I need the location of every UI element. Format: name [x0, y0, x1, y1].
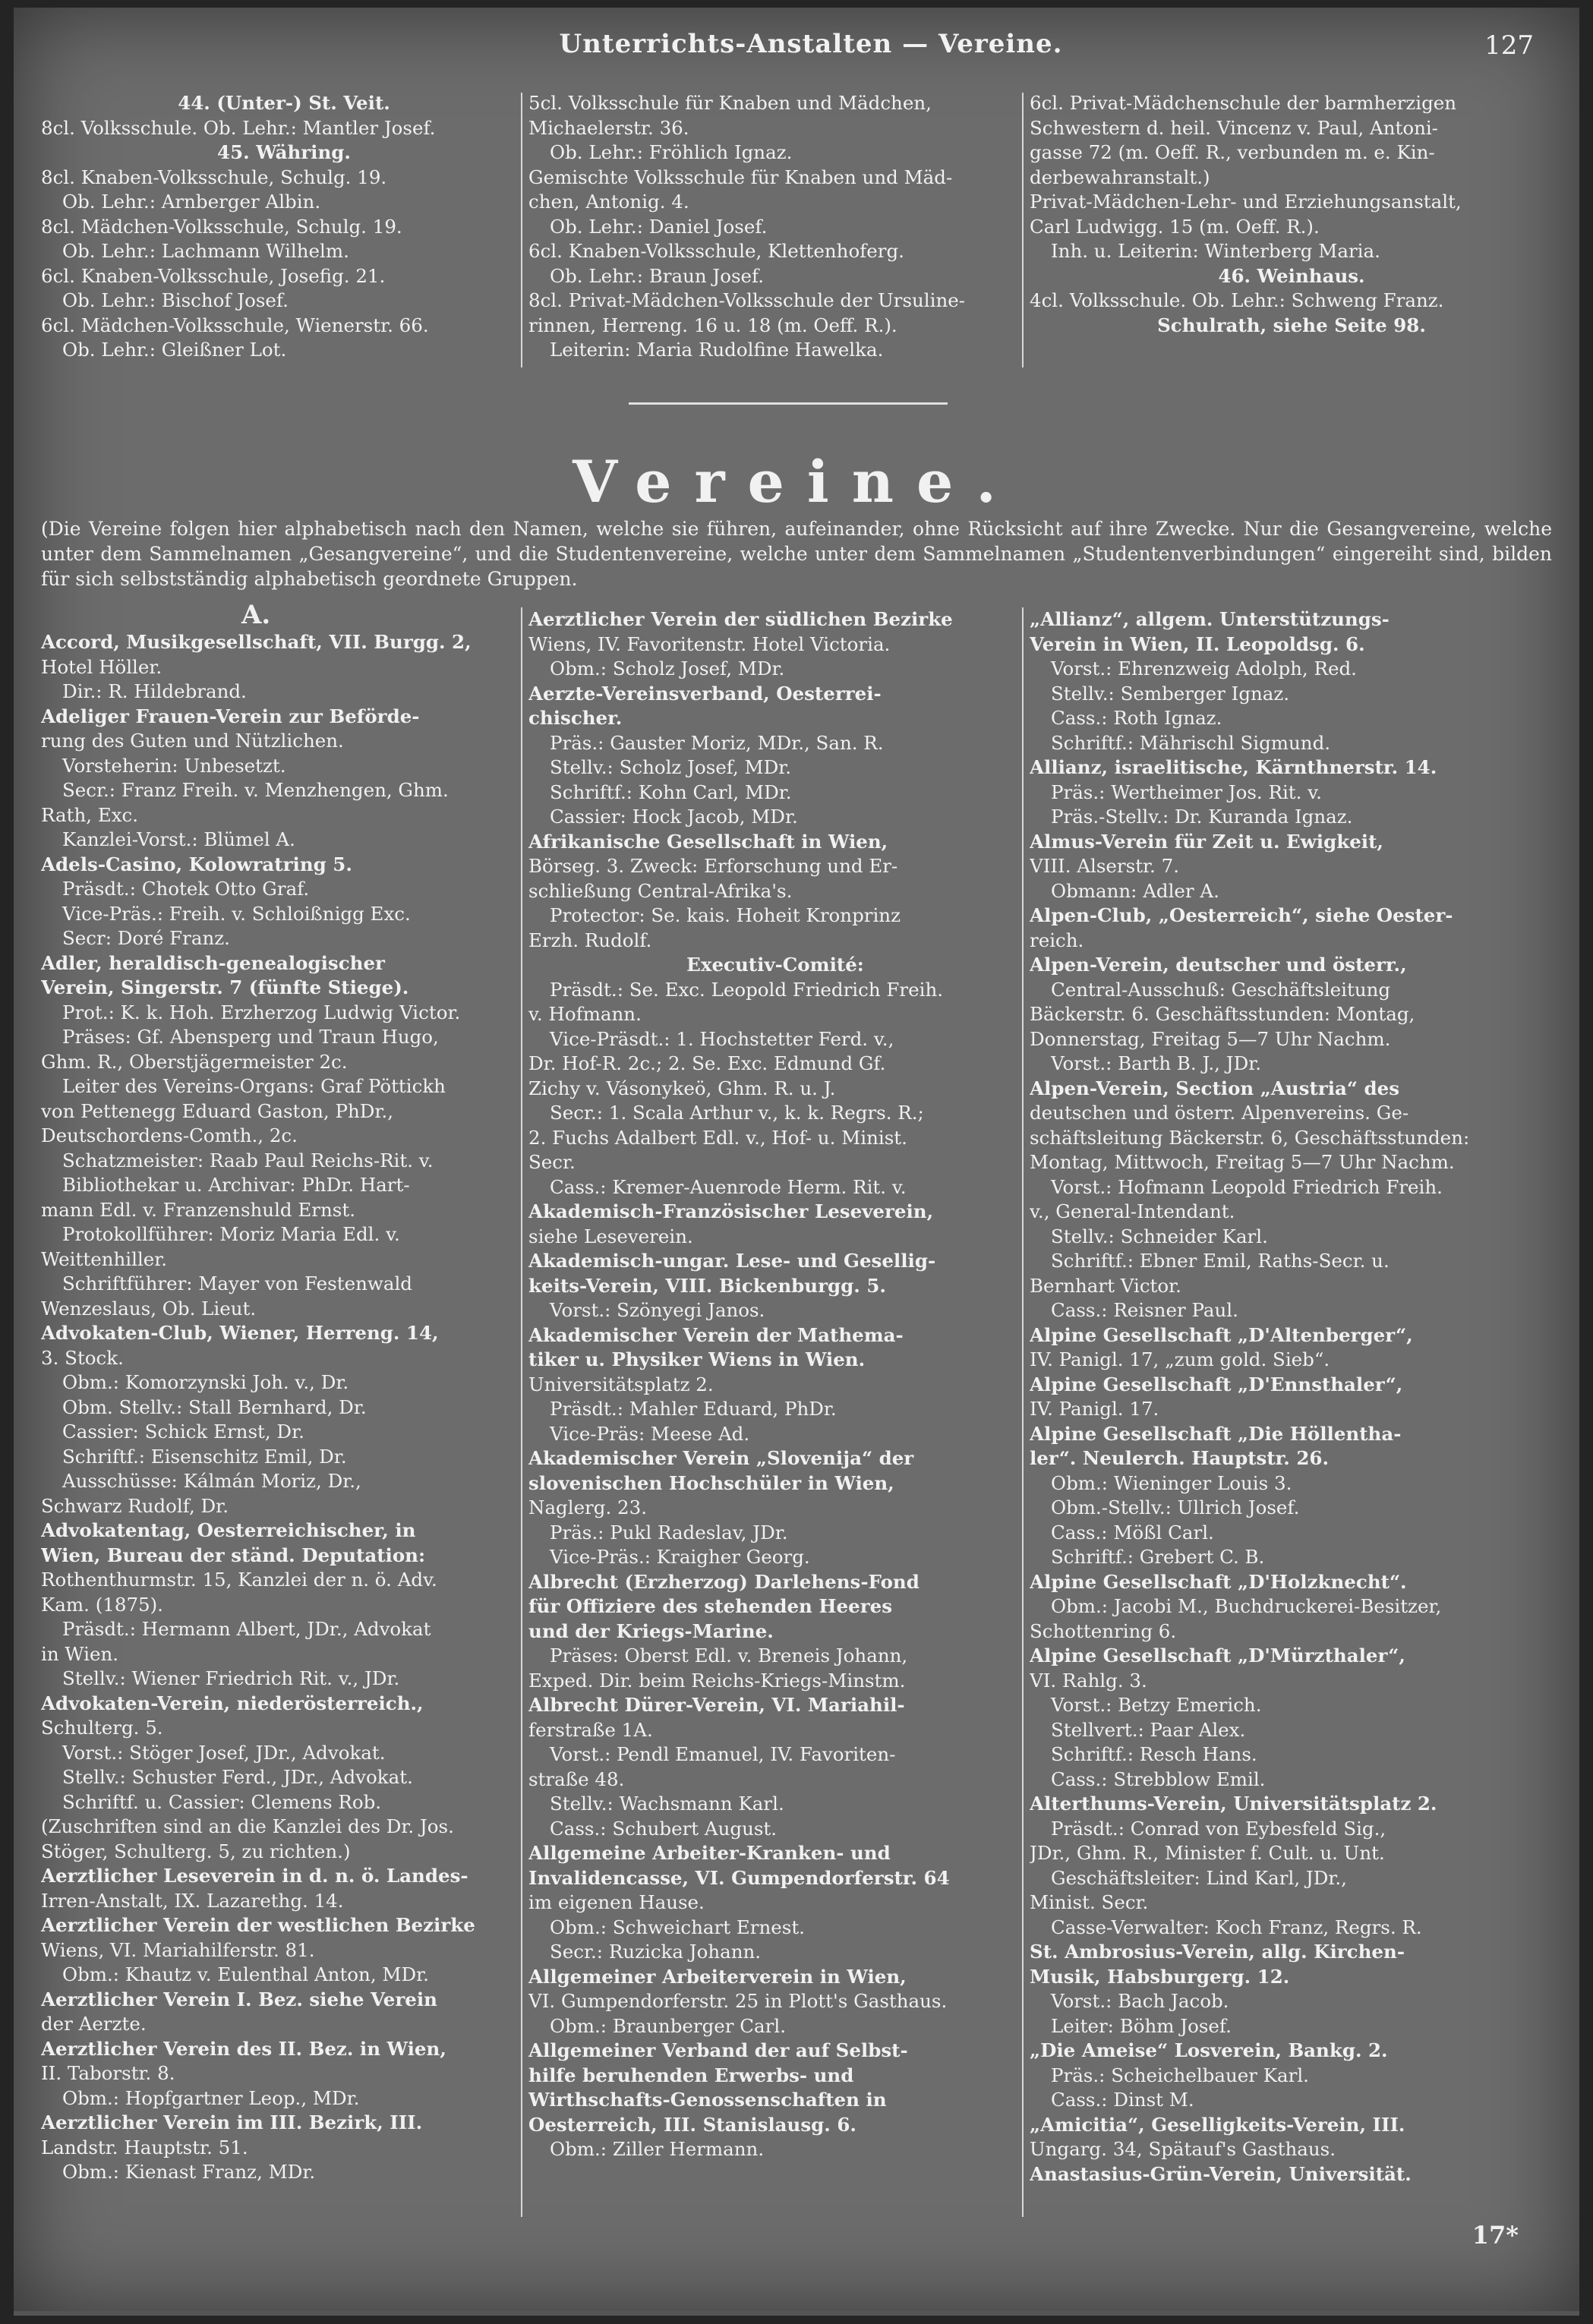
entry-heading: Alpine Gesellschaft „D'Altenberger“, — [1030, 1323, 1413, 1346]
entry-line: 6cl. Privat-Mädchenschule der barmherzigen — [1030, 92, 1457, 114]
entry-line: (Zuschriften sind an die Kanzlei des Dr. Jos. — [41, 1815, 454, 1837]
entry-heading: Accord, Musikgesellschaft, VII. Burgg. 2, — [41, 631, 472, 653]
entry-heading: Musik, Habsburgerg. 12. — [1030, 1965, 1290, 1988]
entry-heading: Oesterreich, III. Stanislausg. 6. — [528, 2113, 856, 2136]
entry-line: 8cl. Mädchen-Volksschule, Schulg. 19. — [41, 215, 402, 238]
entry-line: Stellv.: Schneider Karl. — [1051, 1225, 1268, 1247]
entry-line: Wiens, VI. Mariahilferstr. 81. — [41, 1938, 315, 1961]
entry-line: Obm.-Stellv.: Ullrich Josef. — [1051, 1496, 1300, 1518]
entry-heading: Adels-Casino, Kolowratring 5. — [41, 853, 352, 875]
entry-line: Ob. Lehr.: Arnberger Albin. — [62, 191, 321, 213]
entry-line: Geschäftsleiter: Lind Karl, JDr., — [1051, 1866, 1347, 1889]
entry-line: Stöger, Schulterg. 5, zu richten.) — [41, 1840, 351, 1862]
entry-line: Exped. Dir. beim Reichs-Kriegs-Minstm. — [528, 1669, 906, 1692]
entry-line: gasse 72 (m. Oeff. R., verbunden m. e. Kin- — [1030, 141, 1435, 163]
entry-line: Schriftf.: Mährischl Sigmund. — [1051, 731, 1331, 754]
entry-heading: Aerztlicher Verein im III. Bezirk, III. — [41, 2111, 423, 2133]
entry-heading: Allgemeiner Arbeiterverein in Wien, — [528, 1965, 907, 1988]
entry-line: Michaelerstr. 36. — [528, 116, 689, 139]
entry-line: Secr. — [528, 1151, 576, 1173]
entry-line: Wiens, IV. Favoritenstr. Hotel Victoria. — [528, 632, 891, 655]
entry-line: siehe Leseverein. — [528, 1225, 693, 1247]
page-number: 127 — [1484, 30, 1534, 61]
entry-line: Dr. Hof-R. 2c.; 2. Se. Exc. Edmund Gf. — [528, 1052, 886, 1074]
entry-line: Minist. Secr. — [1030, 1891, 1149, 1913]
running-head: Unterrichts-Anstalten — Vereine. — [559, 29, 1063, 59]
entry-line: Schulterg. 5. — [41, 1717, 163, 1739]
entry-line: Schriftf.: Resch Hans. — [1051, 1743, 1257, 1765]
entry-line: Vice-Präs.: Freih. v. Schloißnigg Exc. — [62, 902, 411, 925]
entry-line: Obm.: Komorzynski Joh. v., Dr. — [62, 1371, 349, 1393]
entry-line: Rothenthurmstr. 15, Kanzlei der n. ö. Adv. — [41, 1569, 437, 1591]
entry-line: Präs.: Wertheimer Jos. Rit. v. — [1051, 780, 1322, 803]
entry-line: Gemischte Volksschule für Knaben und Mäd- — [528, 166, 953, 188]
page-header — [14, 18, 1579, 71]
subsection-heading: 45. Währing. — [217, 141, 351, 163]
entry-line: Obm.: Schweichart Ernest. — [550, 1916, 805, 1938]
entry-heading: Alterthums-Verein, Universitätsplatz 2. — [1030, 1793, 1437, 1815]
entry-line: im eigenen Hause. — [528, 1891, 705, 1913]
entry-heading: hilfe beruhenden Erwerbs- und — [528, 2064, 854, 2086]
entry-line: Universitätsplatz 2. — [528, 1373, 714, 1395]
entry-line: Zichy v. Vásonykeö, Ghm. R. u. J. — [528, 1077, 836, 1099]
entry-line: Stellv.: Wiener Friedrich Rit. v., JDr. — [62, 1667, 400, 1689]
entry-heading: „Die Ameise“ Losverein, Bankg. 2. — [1030, 2039, 1388, 2061]
entry-line: IV. Panigl. 17, „zum gold. Sieb“. — [1030, 1348, 1330, 1370]
entry-line: Obmann: Adler A. — [1051, 879, 1219, 902]
section-title: Vereine. — [573, 448, 1019, 516]
entry-heading: Akademisch-ungar. Lese- und Gesellig- — [528, 1250, 936, 1272]
entry-line: Präses: Gf. Abensperg und Traun Hugo, — [62, 1026, 439, 1048]
entry-line: deutschen und österr. Alpenvereins. Ge- — [1030, 1102, 1409, 1124]
entry-line: Präses: Oberst Edl. v. Breneis Johann, — [550, 1644, 908, 1667]
entry-line: Secr.: Ruzicka Johann. — [550, 1941, 762, 1963]
entry-line: Börseg. 3. Zweck: Erforschung und Er- — [528, 855, 898, 877]
entry-line: Präsdt.: Se. Exc. Leopold Friedrich Freih. — [550, 978, 944, 1001]
entry-line: ferstraße 1A. — [528, 1718, 653, 1741]
entry-line: Schriftführer: Mayer von Festenwald — [62, 1272, 412, 1294]
entry-heading: Aerztlicher Verein der westlichen Bezirke — [41, 1914, 475, 1936]
entry-line: Präsdt.: Hermann Albert, JDr., Advokat — [62, 1618, 431, 1640]
entry-line: Ob. Lehr.: Fröhlich Ignaz. — [550, 141, 793, 163]
entry-line: Cassier: Hock Jacob, MDr. — [550, 806, 798, 828]
entry-line: der Aerzte. — [41, 2013, 147, 2035]
register-column-2 — [528, 607, 1022, 2162]
entry-line: 6cl. Knaben-Volksschule, Josefig. 21. — [41, 264, 386, 287]
entry-heading: Aerztlicher Verein des II. Bez. in Wien, — [41, 2037, 446, 2060]
entry-line: Kam. (1875). — [41, 1593, 163, 1616]
letter-heading: A. — [241, 600, 271, 630]
entry-line: Cassier: Schick Ernst, Dr. — [62, 1421, 304, 1443]
top-column-3 — [1030, 91, 1554, 338]
entry-heading: Aerztlicher Verein I. Bez. siehe Verein — [41, 1988, 437, 2010]
column-divider — [1022, 607, 1024, 2217]
entry-line: JDr., Ghm. R., Minister f. Cult. u. Unt. — [1030, 1842, 1385, 1864]
entry-line: Präsdt.: Chotek Otto Graf. — [62, 878, 310, 900]
entry-line: Naglerg. 23. — [528, 1496, 647, 1518]
section-intro: (Die Vereine folgen hier alphabetisch nach den Namen, welche sie führen, aufeinander, ohne Rücksicht auf ihre Zwecke. Nur die Gesangvereine, welche unter dem Sammelnamen „Gesangvereine“, und die Studentenvereine, welche unter dem Sammelnamen „Studentenverbindungen“ eingereiht sind, bilden für sich selbstständig alphabetisch geordnete Gruppen. — [41, 518, 1552, 590]
entry-line: Vorst.: Pendl Emanuel, IV. Favoriten- — [550, 1743, 896, 1765]
entry-line: Secr.: 1. Scala Arthur v., k. k. Regrs. R.; — [550, 1102, 924, 1124]
entry-line: Erzh. Rudolf. — [528, 929, 652, 951]
entry-line: Privat-Mädchen-Lehr- und Erziehungsanstalt, — [1030, 191, 1462, 213]
entry-line: Deutschordens-Comth., 2c. — [41, 1124, 298, 1146]
entry-heading: Allgemeiner Verband der auf Selbst- — [528, 2039, 908, 2061]
entry-line: Ob. Lehr.: Lachmann Wilhelm. — [62, 240, 349, 262]
entry-line: 6cl. Mädchen-Volksschule, Wienerstr. 66. — [41, 314, 429, 336]
entry-line: 6cl. Knaben-Volksschule, Klettenhoferg. — [528, 240, 904, 262]
entry-line: reich. — [1030, 929, 1084, 951]
entry-line: mann Edl. v. Franzenshuld Ernst. — [41, 1198, 355, 1221]
entry-heading: Alpine Gesellschaft „D'Ennsthaler“, — [1030, 1373, 1403, 1395]
entry-heading: chischer. — [528, 707, 623, 729]
entry-line: Vorst.: Bach Jacob. — [1051, 1990, 1229, 2012]
entry-heading: Almus-Verein für Zeit u. Ewigkeit, — [1030, 830, 1383, 853]
entry-line: Cass.: Reisner Paul. — [1051, 1299, 1238, 1321]
entry-line: in Wien. — [41, 1642, 119, 1665]
column-divider — [1022, 93, 1024, 367]
entry-line: Obm. Stellv.: Stall Bernhard, Dr. — [62, 1395, 367, 1418]
entry-heading: Aerztlicher Verein der südlichen Bezirke — [528, 608, 953, 630]
entry-line: schäftsleitung Bäckerstr. 6, Geschäftsstunden: — [1030, 1126, 1470, 1149]
entry-heading: für Offiziere des stehenden Heeres — [528, 1595, 893, 1617]
entry-line: Cass.: Mößl Carl. — [1051, 1521, 1214, 1544]
entry-line: VI. Rahlg. 3. — [1030, 1669, 1147, 1692]
book-page — [14, 8, 1579, 2316]
entry-line: Bibliothekar u. Archivar: PhDr. Hart- — [62, 1174, 410, 1196]
entry-line: Cass.: Dinst M. — [1051, 2089, 1194, 2111]
entry-line: Secr.: Franz Freih. v. Menzhengen, Ghm. — [62, 779, 449, 801]
entry-line: Secr: Doré Franz. — [62, 927, 230, 949]
entry-line: Vorst.: Stöger Josef, JDr., Advokat. — [62, 1741, 386, 1764]
column-divider — [521, 93, 522, 367]
entry-line: Schriftf.: Grebert C. B. — [1051, 1546, 1265, 1568]
entry-line: Leiter: Böhm Josef. — [1051, 2014, 1232, 2037]
entry-heading: Alpen-Verein, deutscher und österr., — [1030, 954, 1407, 976]
entry-line: Vice-Präs.: Kraigher Georg. — [550, 1546, 810, 1568]
entry-line: 2. Fuchs Adalbert Edl. v., Hof- u. Minist. — [528, 1126, 907, 1149]
entry-heading: Akademisch-Französischer Leseverein, — [528, 1200, 934, 1222]
entry-heading: Alpine Gesellschaft „D'Holzknecht“. — [1030, 1570, 1407, 1593]
entry-line: Bäckerstr. 6. Geschäftsstunden: Montag, — [1030, 1003, 1415, 1025]
register-column-3 — [1030, 607, 1554, 2187]
entry-line: Präsdt.: Mahler Eduard, PhDr. — [550, 1398, 837, 1420]
entry-line: v. Hofmann. — [528, 1003, 642, 1025]
entry-heading: Verein in Wien, II. Leopoldsg. 6. — [1030, 632, 1365, 655]
entry-line: Leiter des Vereins-Organs: Graf Pöttickh — [62, 1075, 446, 1097]
entry-heading: Alpine Gesellschaft „D'Mürzthaler“, — [1030, 1644, 1405, 1667]
entry-heading: Adeliger Frauen-Verein zur Beförde- — [41, 705, 420, 727]
entry-heading: Advokatentag, Oesterreichischer, in — [41, 1519, 416, 1541]
subsection-heading: 46. Weinhaus. — [1218, 264, 1365, 287]
entry-line: Präs.: Pukl Radeslav, JDr. — [550, 1521, 788, 1544]
entry-heading: „Allianz“, allgem. Unterstützungs- — [1030, 608, 1390, 630]
entry-line: Weittenhiller. — [41, 1247, 168, 1270]
entry-line: Montag, Mittwoch, Freitag 5—7 Uhr Nachm. — [1030, 1151, 1455, 1173]
entry-line: Vorsteherin: Unbesetzt. — [62, 754, 286, 777]
entry-line: VI. Gumpendorferstr. 25 in Plott's Gasthaus. — [528, 1990, 948, 2012]
entry-line: Stellv.: Semberger Ignaz. — [1051, 682, 1290, 705]
entry-heading: keits-Verein, VIII. Bickenburgg. 5. — [528, 1274, 886, 1297]
entry-line: 8cl. Knaben-Volksschule, Schulg. 19. — [41, 166, 387, 188]
entry-line: Schwarz Rudolf, Dr. — [41, 1494, 229, 1517]
entry-line: Irren-Anstalt, IX. Lazarethg. 14. — [41, 1889, 344, 1912]
entry-line: Donnerstag, Freitag 5—7 Uhr Nachm. — [1030, 1027, 1391, 1050]
entry-heading: „Amicitia“, Geselligkeits-Verein, III. — [1030, 2113, 1405, 2136]
top-column-2 — [528, 91, 1022, 363]
entry-heading: Alpine Gesellschaft „Die Höllentha- — [1030, 1422, 1402, 1445]
entry-line: 8cl. Volksschule. Ob. Lehr.: Mantler Josef. — [41, 116, 436, 139]
entry-line: Protokollführer: Moriz Maria Edl. v. — [62, 1223, 400, 1245]
entry-line: Ob. Lehr.: Daniel Josef. — [550, 215, 768, 238]
entry-line: Ob. Lehr.: Braun Josef. — [550, 264, 765, 287]
entry-line: Obm.: Braunberger Carl. — [550, 2014, 786, 2037]
entry-line: Schriftf.: Ebner Emil, Raths-Secr. u. — [1051, 1250, 1390, 1272]
entry-heading: tiker u. Physiker Wiens in Wien. — [528, 1348, 866, 1370]
entry-line: Cass.: Roth Ignaz. — [1051, 707, 1222, 729]
entry-line: Ob. Lehr.: Bischof Josef. — [62, 289, 289, 311]
entry-line: Präs.: Gauster Moriz, MDr., San. R. — [550, 731, 884, 754]
entry-line: Obm.: Scholz Josef, MDr. — [550, 657, 785, 680]
entry-heading: Wirthschafts-Genossenschaften in — [528, 2089, 887, 2111]
entry-line: Bernhart Victor. — [1030, 1274, 1181, 1297]
entry-line: Ungarg. 34, Spätauf's Gasthaus. — [1030, 2138, 1336, 2160]
entry-line: Präs.-Stellv.: Dr. Kuranda Ignaz. — [1051, 806, 1353, 828]
entry-heading: slovenischen Hochschüler in Wien, — [528, 1471, 894, 1494]
top-column-1 — [41, 91, 527, 363]
entry-heading: Akademischer Verein „Slovenija“ der — [528, 1447, 914, 1469]
entry-line: rung des Guten und Nützlichen. — [41, 730, 344, 752]
entry-heading: Adler, heraldisch-genealogischer — [41, 951, 385, 974]
entry-heading: Advokaten-Club, Wiener, Herreng. 14, — [41, 1322, 439, 1344]
entry-line: Central-Ausschuß: Geschäftsleitung — [1051, 978, 1391, 1001]
entry-line: derbewahranstalt.) — [1030, 166, 1210, 188]
entry-line: Leiterin: Maria Rudolfine Hawelka. — [550, 339, 884, 361]
entry-heading: Allianz, israelitische, Kärnthnerstr. 14. — [1030, 756, 1437, 778]
entry-line: straße 48. — [528, 1767, 625, 1790]
entry-line: Vorst.: Betzy Emerich. — [1051, 1694, 1262, 1716]
entry-line: Cass.: Kremer-Auenrode Herm. Rit. v. — [550, 1175, 907, 1198]
entry-line: chen, Antonig. 4. — [528, 191, 689, 213]
entry-line: Ob. Lehr.: Gleißner Lot. — [62, 339, 287, 361]
entry-line: Cass.: Schubert August. — [550, 1817, 778, 1840]
entry-line: Präsdt.: Conrad von Eybesfeld Sig., — [1051, 1817, 1386, 1840]
subsection-heading: 44. (Unter-) St. Veit. — [178, 92, 390, 114]
entry-line: Vorst.: Szönyegi Janos. — [550, 1299, 765, 1321]
entry-heading: Anastasius-Grün-Verein, Universität. — [1030, 2162, 1412, 2185]
page-edge — [14, 2311, 1579, 2316]
entry-line: Prot.: K. k. Hoh. Erzherzog Ludwig Victor. — [62, 1001, 461, 1023]
entry-line: Schriftf. u. Cassier: Clemens Rob. — [62, 1790, 382, 1813]
entry-heading: Akademischer Verein der Mathema- — [528, 1323, 904, 1346]
entry-heading: Invalidencasse, VI. Gumpendorferstr. 64 — [528, 1866, 950, 1889]
entry-heading: Afrikanische Gesellschaft in Wien, — [528, 830, 888, 853]
column-divider — [521, 607, 522, 2217]
entry-line: Rath, Exc. — [41, 803, 139, 826]
entry-line: 5cl. Volksschule für Knaben und Mädchen, — [528, 92, 932, 114]
entry-line: Obm.: Kienast Franz, MDr. — [62, 2161, 316, 2183]
subsection-heading: Schulrath, siehe Seite 98. — [1157, 314, 1426, 336]
entry-line: Vice-Präsdt.: 1. Hochstetter Ferd. v., — [550, 1027, 894, 1050]
entry-heading: Aerztlicher Leseverein in d. n. ö. Landes- — [41, 1865, 468, 1887]
entry-heading: Wien, Bureau der ständ. Deputation: — [41, 1544, 426, 1566]
entry-line: Schwestern d. heil. Vincenz v. Paul, Antoni- — [1030, 116, 1438, 139]
entry-line: v., General-Intendant. — [1030, 1200, 1235, 1222]
entry-line: Protector: Se. kais. Hoheit Kronprinz — [550, 904, 901, 926]
entry-heading: Verein, Singerstr. 7 (fünfte Stiege). — [41, 976, 409, 998]
entry-line: Schottenring 6. — [1030, 1619, 1177, 1642]
section-rule — [629, 402, 948, 405]
entry-heading: Aerzte-Vereinsverband, Oesterrei- — [528, 682, 882, 705]
entry-line: Cass.: Strebblow Emil. — [1051, 1767, 1266, 1790]
entry-line: Ghm. R., Oberstjägermeister 2c. — [41, 1050, 348, 1073]
signature-mark: 17* — [1472, 2221, 1519, 2250]
entry-line: Hotel Höller. — [41, 655, 162, 678]
entry-line: Obm.: Ziller Hermann. — [550, 2138, 765, 2160]
entry-line: Vorst.: Barth B. J., JDr. — [1051, 1052, 1262, 1074]
entry-line: Vorst.: Hofmann Leopold Friedrich Freih. — [1051, 1175, 1443, 1198]
entry-line: Vorst.: Ehrenzweig Adolph, Red. — [1051, 657, 1357, 680]
entry-line: 8cl. Privat-Mädchen-Volksschule der Ursuline- — [528, 289, 966, 311]
entry-line: von Pettenegg Eduard Gaston, PhDr., — [41, 1099, 394, 1122]
entry-line: rinnen, Herreng. 16 u. 18 (m. Oeff. R.). — [528, 314, 897, 336]
entry-heading: Alpen-Verein, Section „Austria“ des — [1030, 1077, 1400, 1099]
entry-line: Stellv.: Wachsmann Karl. — [550, 1793, 784, 1815]
entry-heading: St. Ambrosius-Verein, allg. Kirchen- — [1030, 1941, 1405, 1963]
entry-heading: Allgemeine Arbeiter-Kranken- und — [528, 1842, 891, 1864]
entry-line: II. Taborstr. 8. — [41, 2062, 175, 2084]
entry-line: 3. Stock. — [41, 1346, 124, 1369]
entry-line: Obm.: Jacobi M., Buchdruckerei-Besitzer, — [1051, 1595, 1442, 1617]
entry-line: Obm.: Wieninger Louis 3. — [1051, 1471, 1292, 1494]
entry-line: Stellv.: Scholz Josef, MDr. — [550, 756, 792, 778]
entry-line: Schriftf.: Eisenschitz Emil, Dr. — [62, 1445, 347, 1468]
entry-line: Stellv.: Schuster Ferd., JDr., Advokat. — [62, 1766, 413, 1788]
entry-line: Ausschüsse: Kálmán Moriz, Dr., — [62, 1470, 361, 1492]
entry-line: Präs.: Scheichelbauer Karl. — [1051, 2064, 1309, 2086]
entry-line: Landstr. Hauptstr. 51. — [41, 2136, 248, 2158]
entry-line: schließung Central-Afrika's. — [528, 879, 793, 902]
entry-heading: und der Kriegs-Marine. — [528, 1619, 774, 1642]
entry-line: Wenzeslaus, Ob. Lieut. — [41, 1297, 257, 1320]
entry-line: Kanzlei-Vorst.: Blümel A. — [62, 828, 295, 850]
entry-line: Casse-Verwalter: Koch Franz, Regrs. R. — [1051, 1916, 1422, 1938]
entry-line: IV. Panigl. 17. — [1030, 1398, 1159, 1420]
entry-heading: Advokaten-Verein, niederösterreich., — [41, 1692, 424, 1714]
entry-line: 4cl. Volksschule. Ob. Lehr.: Schweng Franz. — [1030, 289, 1444, 311]
entry-line: Stellvert.: Paar Alex. — [1051, 1718, 1246, 1741]
entry-line: Schriftf.: Kohn Carl, MDr. — [550, 780, 792, 803]
entry-heading: Albrecht Dürer-Verein, VI. Mariahil- — [528, 1694, 905, 1716]
entry-line: Obm.: Hopfgartner Leop., MDr. — [62, 2086, 360, 2109]
entry-line: Inh. u. Leiterin: Winterberg Maria. — [1051, 240, 1380, 262]
entry-line: Dir.: R. Hildebrand. — [62, 680, 247, 702]
entry-line: Carl Ludwigg. 15 (m. Oeff. R.). — [1030, 215, 1320, 238]
entry-line: Schatzmeister: Raab Paul Reichs-Rit. v. — [62, 1149, 434, 1171]
entry-heading: Alpen-Club, „Oesterreich“, siehe Oester- — [1030, 904, 1453, 926]
entry-line: VIII. Alserstr. 7. — [1030, 855, 1180, 877]
entry-heading: Albrecht (Erzherzog) Darlehens-Fond — [528, 1570, 920, 1593]
entry-heading: ler“. Neulerch. Hauptstr. 26. — [1030, 1447, 1329, 1469]
subsection-heading: Executiv-Comité: — [686, 954, 864, 976]
entry-line: Obm.: Khautz v. Eulenthal Anton, MDr. — [62, 1963, 429, 1985]
register-column-1 — [41, 630, 527, 2185]
entry-line: Vice-Präs: Meese Ad. — [550, 1422, 750, 1445]
